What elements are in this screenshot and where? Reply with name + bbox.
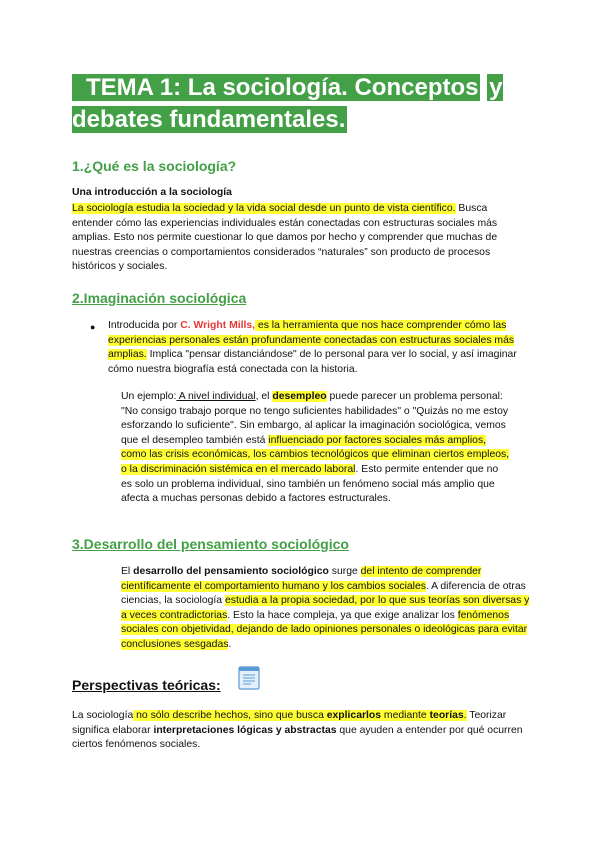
section-2-heading: 2.Imaginación sociológica bbox=[72, 290, 247, 306]
author-name: C. Wright Mills, bbox=[180, 320, 256, 331]
title-line-2: y debates fundamentales. bbox=[72, 74, 503, 133]
perspectives-heading: Perspectivas teóricas: bbox=[72, 677, 221, 693]
section-3-paragraph: El desarrollo del pensamiento sociológico surge del intento de comprender científicamente el comportamiento humano y los cambios sociales. A diferencia de otras ciencias, la sociología estudia a la propia sociedad, por lo que sus teorías son diversas y a veces contradictorias. Esto la hace compleja, ya que exige analizar los fenómenos sociales con objetividad, dejando de lado opiniones personales o ideológicas para evitar conclusiones sesgadas. bbox=[121, 566, 530, 650]
document-icon bbox=[238, 666, 260, 690]
bullet-marker: ● bbox=[90, 322, 96, 332]
section-1-heading: 1.¿Qué es la sociología? bbox=[72, 158, 237, 174]
section-2-bullet-paragraph: Introducida por C. Wright Mills, es la herramienta que nos hace comprender cómo las experiencias personales están profundamente conectadas con estructuras sociales más amplias. Implica "pensar distanciándose" de lo personal para ver lo social, y así imaginar cómo nuestra biografía está conectada con la historia. bbox=[108, 320, 517, 375]
title-line-1: TEMA 1: La sociología. Conceptos bbox=[72, 74, 480, 101]
section-1-paragraph: La sociología estudia la sociedad y la vida social desde un punto de vista científico. Busca entender cómo las experiencias individuales están conectadas con estructuras sociales más amplias. Esto nos permite cuestionar lo que damos por hecho y comprender que muchas de nuestras creencias o comportamientos considerados “naturales” son producto de procesos históricos y sociales. bbox=[72, 203, 498, 273]
section-1-subheading: Una introducción a la sociología bbox=[72, 187, 232, 198]
example-paragraph: Un ejemplo: A nivel individual, el desempleo puede parecer un problema personal: "No consigo trabajo porque no tengo suficientes habilidades" o "Quizás no me estoy esforzando lo suficiente". Sin embargo, al aplicar la imaginación sociológica, vemos que el desempleo también está influenciado por factores sociales más amplios, como las crisis económicas, los cambios tecnológicos que eliminan ciertos empleos, o la discriminación sistémica en el mercado laboral. Esto permite entender que no es solo un problema individual, sino también un fenómeno social más amplio que afecta a muchas personas debido a factores estructurales. bbox=[121, 391, 510, 505]
section-3-heading: 3.Desarrollo del pensamiento sociológico bbox=[72, 536, 349, 552]
perspectives-paragraph: La sociología no sólo describe hechos, sino que busca explicarlos mediante teorías. Teorizar significa elaborar interpretaciones lógicas y abstractas que ayuden a entender por qué ocurren ciertos fenómenos sociales. bbox=[72, 710, 523, 751]
document-title bbox=[72, 72, 532, 136]
